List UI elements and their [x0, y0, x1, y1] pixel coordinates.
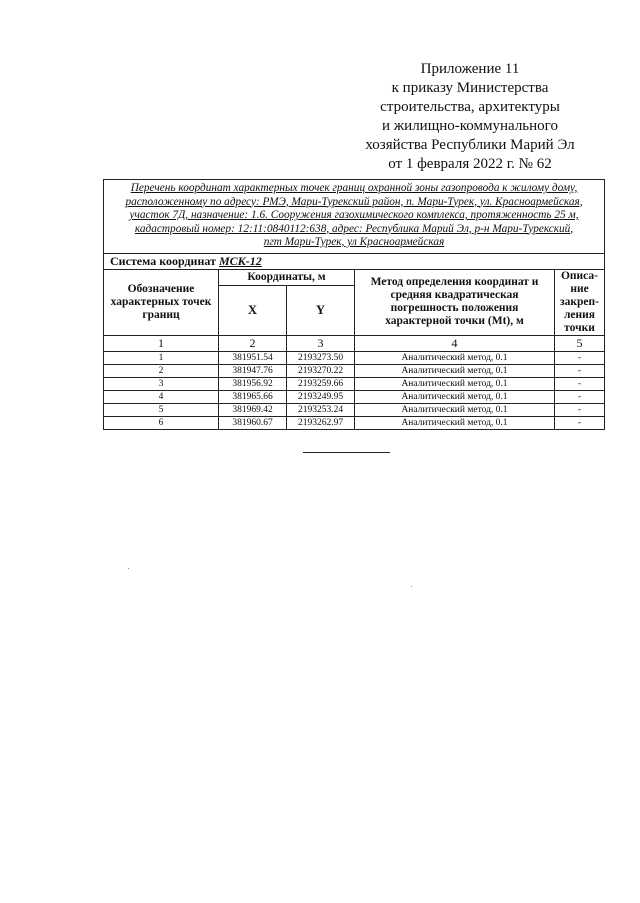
header-y: Y: [287, 285, 355, 335]
header-text: Обозначение: [127, 282, 195, 295]
cell-x: 381956.92: [219, 377, 287, 390]
cell-method: Аналитический метод, 0.1: [355, 351, 555, 364]
cell-x: 381965.66: [219, 390, 287, 403]
header-coordinates: Координаты, м: [219, 269, 355, 285]
end-divider-line: [303, 452, 390, 453]
column-number: 1: [104, 335, 219, 351]
header-text: характерной точки (Mt), м: [385, 315, 524, 327]
table-title: [104, 180, 605, 254]
coordinate-system-label: Система координат: [110, 253, 216, 268]
table-row: [104, 351, 605, 364]
cell-x: 381951.54: [219, 351, 287, 364]
header-text: характерных точек: [110, 295, 212, 308]
cell-method: Аналитический метод, 0.1: [355, 416, 555, 429]
cell-description: -: [555, 364, 605, 377]
table-row: [104, 403, 605, 416]
appendix-line: от 1 февраля 2022 г. № 62: [388, 156, 552, 172]
table-row: [104, 364, 605, 377]
header-text: ления: [563, 308, 596, 321]
column-number: 3: [287, 335, 355, 351]
header-method: [355, 269, 555, 335]
cell-y: 2193262.97: [287, 416, 355, 429]
header-text: Описа-: [560, 269, 599, 282]
column-numbers-row: [104, 335, 605, 351]
cell-x: 381960.67: [219, 416, 287, 429]
appendix-line: хозяйства Республики Марий Эл: [365, 137, 575, 153]
cell-x: 381947.76: [219, 364, 287, 377]
header-text: погрешность положения: [390, 302, 519, 314]
appendix-line: и жилищно-коммунального: [382, 118, 558, 134]
scan-speck: [128, 568, 129, 569]
cell-description: -: [555, 390, 605, 403]
header-text: средняя квадратическая: [390, 289, 519, 301]
cell-point: 3: [104, 377, 219, 390]
cell-method: Аналитический метод, 0.1: [355, 377, 555, 390]
cell-description: -: [555, 377, 605, 390]
table-row: [104, 416, 605, 429]
header-text: точки: [564, 321, 595, 334]
cell-y: 2193270.22: [287, 364, 355, 377]
appendix-line: к приказу Министерства: [391, 80, 549, 96]
cell-x: 381969.42: [219, 403, 287, 416]
cell-point: 1: [104, 351, 219, 364]
table-title-line: расположенному по адресу: РМЭ, Мари-Турекский район, п. Мари-Турек, ул. Красноармейская,: [125, 195, 583, 208]
cell-description: -: [555, 403, 605, 416]
cell-y: 2193249.95: [287, 390, 355, 403]
table-title-line: Перечень координат характерных точек границ охранной зоны газопровода к жилому дому,: [130, 182, 578, 194]
table-title-line: кадастровый номер: 12:11:0840112:638, адрес: Республика Марий Эл, р-н Мари-Турекский,: [134, 222, 574, 235]
cell-method: Аналитический метод, 0.1: [355, 390, 555, 403]
cell-y: 2193273.50: [287, 351, 355, 364]
cell-y: 2193253.24: [287, 403, 355, 416]
header-text: ние: [570, 282, 589, 295]
appendix-line: строительства, архитектуры: [380, 99, 560, 115]
column-number: 2: [219, 335, 287, 351]
cell-point: 2: [104, 364, 219, 377]
table-row: [104, 390, 605, 403]
cell-point: 5: [104, 403, 219, 416]
cell-description: -: [555, 351, 605, 364]
header-text: границ: [142, 308, 180, 321]
cell-point: 4: [104, 390, 219, 403]
table-title-line: пгт Мари-Турек, ул Красноармейская: [263, 236, 445, 248]
cell-point: 6: [104, 416, 219, 429]
header-point-designation: [104, 269, 219, 335]
scan-speck: [411, 586, 412, 587]
table-title-line: участок 7Д, назначение: 1.6. Сооружения газохимического комплекса, протяженность 25 м,: [129, 209, 579, 221]
cell-description: -: [555, 416, 605, 429]
cell-method: Аналитический метод, 0.1: [355, 403, 555, 416]
coordinate-system: [104, 253, 605, 269]
column-number: 5: [555, 335, 605, 351]
header-description: [555, 269, 605, 335]
table-row: [104, 377, 605, 390]
header-text: Метод определения координат и: [370, 276, 539, 288]
appendix-heading: [360, 60, 580, 174]
coordinates-table: [103, 179, 605, 430]
appendix-line: Приложение 11: [420, 61, 520, 77]
header-text: закреп-: [560, 295, 599, 308]
header-x: X: [219, 285, 287, 335]
cell-y: 2193259.66: [287, 377, 355, 390]
column-number: 4: [355, 335, 555, 351]
coordinate-system-value: МСК-12: [218, 253, 262, 268]
cell-method: Аналитический метод, 0.1: [355, 364, 555, 377]
